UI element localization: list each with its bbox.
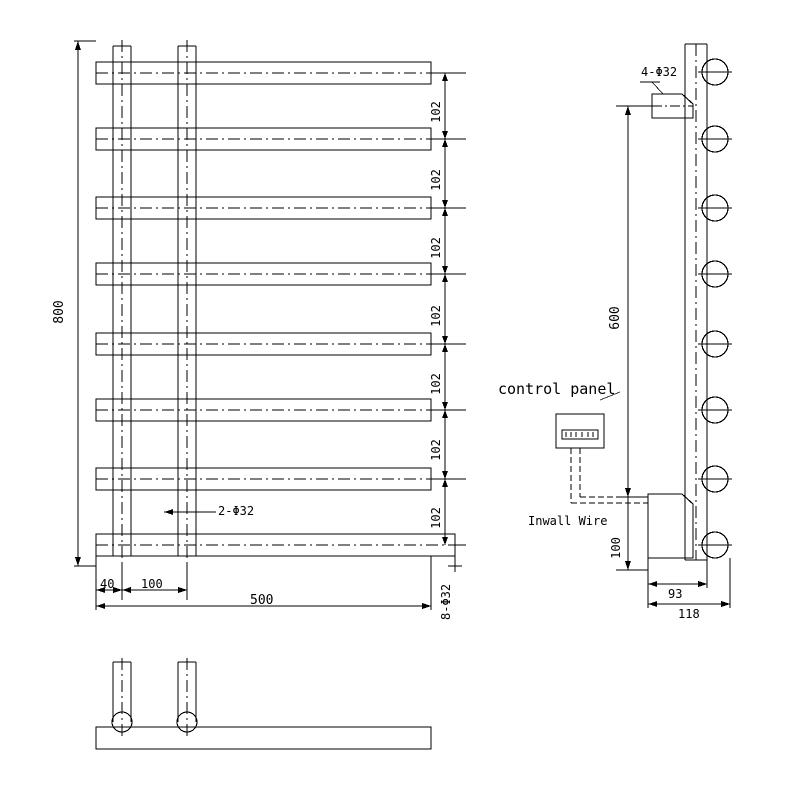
dim-pitch-3: 102 [429, 237, 443, 259]
callout-2-phi32: 2-Φ32 [218, 504, 255, 518]
dim-pitch-5: 102 [429, 373, 443, 395]
dim-side-600: 600 [608, 306, 623, 330]
dim-overall-width: 500 [250, 593, 274, 608]
dim-pitch-7: 102 [429, 507, 443, 529]
callout-8-phi32: 8-Φ32 [439, 583, 453, 620]
dim-overall-height: 800 [52, 300, 67, 324]
dim-side-118: 118 [678, 607, 700, 621]
dim-pitch-4: 102 [429, 305, 443, 327]
dim-side-93: 93 [668, 587, 683, 601]
dim-side-100: 100 [609, 537, 623, 559]
dim-pitch-2: 102 [429, 169, 443, 191]
inwall-wire-label: Inwall Wire [528, 514, 608, 528]
dim-pitch-1: 102 [429, 101, 443, 123]
dim-offset-100: 100 [141, 577, 163, 591]
control-panel-label: control panel [498, 380, 616, 398]
dim-offset-40: 40 [100, 577, 115, 591]
dim-pitch-6: 102 [429, 439, 443, 461]
callout-4-phi32: 4-Φ32 [641, 65, 678, 79]
